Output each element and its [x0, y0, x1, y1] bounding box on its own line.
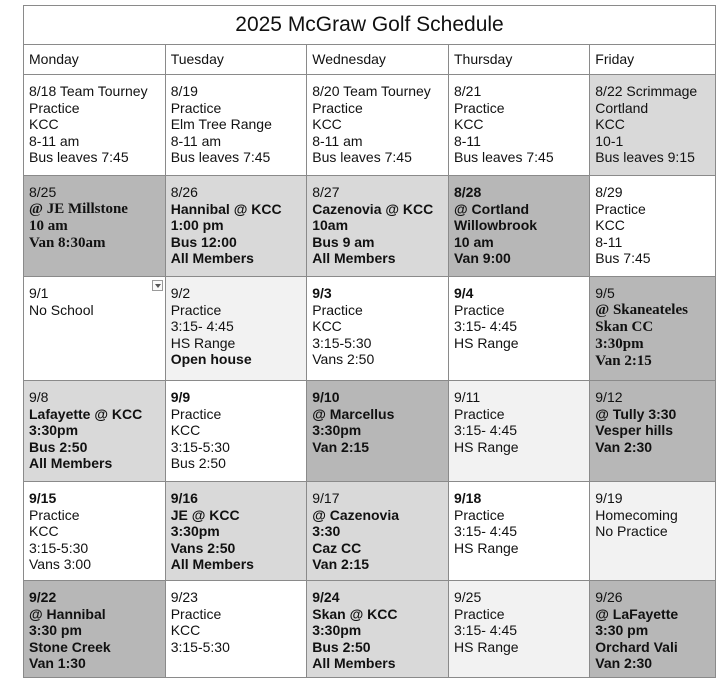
cell-detail-line: Vans 2:50	[312, 351, 375, 367]
cell-date: 8/27	[312, 184, 340, 200]
schedule-cell-friday[interactable]	[590, 75, 716, 176]
cell-detail-line: No Practice	[595, 523, 668, 539]
cell-date: 8/19	[170, 83, 198, 99]
cell-detail-line: 3:30 pm	[29, 622, 82, 638]
cell-detail-line: Practice	[170, 99, 222, 116]
cell-detail-line: Cazenovia @ KCC	[312, 200, 434, 217]
cell-detail-line: 8-11 am	[312, 132, 363, 149]
cell-detail-line: HS Range	[453, 438, 519, 455]
cell-detail-line: Bus leaves 9:15	[595, 149, 695, 165]
week-row	[24, 277, 716, 381]
cell-detail-line: Practice	[453, 506, 505, 523]
cell-detail-line: @ LaFayette	[595, 605, 679, 622]
schedule-cell-wednesday[interactable]	[307, 176, 449, 277]
schedule-cell-tuesday[interactable]	[165, 277, 307, 381]
cell-detail-line: 8-11	[595, 233, 623, 250]
schedule-cell-wednesday[interactable]	[307, 381, 449, 482]
cell-detail-line: 10-1	[595, 132, 624, 149]
schedule-cell-wednesday[interactable]	[307, 75, 449, 176]
schedule-cell-monday[interactable]	[24, 176, 166, 277]
cell-detail-line: Van 9:00	[453, 250, 511, 266]
cell-detail-line: Practice	[453, 605, 505, 622]
cell-detail-line: @ Cortland	[453, 200, 530, 217]
cell-detail-line: 3:15- 4:45	[453, 622, 518, 638]
cell-detail-line: 3:30pm	[29, 422, 79, 438]
cell-date: 9/5	[595, 285, 615, 301]
cell-detail-line: KCC	[595, 116, 625, 132]
cell-date: 9/12	[595, 389, 623, 405]
schedule-cell-friday[interactable]	[590, 381, 716, 482]
schedule-cell-friday[interactable]	[590, 277, 716, 381]
cell-detail-line: @ Marcellus	[312, 405, 395, 422]
cell-detail-line: Open house	[170, 351, 252, 367]
cell-detail-line: KCC	[453, 116, 484, 132]
cell-detail-line: 3:15- 4:45	[170, 318, 234, 334]
cell-detail-line: Orchard Vali	[595, 638, 678, 655]
cell-detail-line: All Members	[29, 455, 113, 471]
cell-date: 9/9	[170, 389, 191, 405]
week-row	[24, 581, 716, 678]
cell-detail-line: Bus 7:45	[595, 250, 651, 266]
cell-date: 9/10	[312, 389, 340, 405]
cell-date: 9/11	[453, 389, 481, 405]
cell-detail-line: Hannibal @ KCC	[170, 200, 282, 217]
cell-detail-line: KCC	[29, 523, 59, 539]
schedule-cell-friday[interactable]	[590, 482, 716, 581]
cell-detail-line: 3:30pm	[312, 422, 362, 438]
cell-date: 8/20 Team Tourney	[312, 83, 431, 99]
cell-detail-line: Practice	[170, 405, 222, 422]
day-header-wednesday: Wednesday	[307, 45, 449, 75]
cell-detail-line: Bus 2:50	[312, 638, 371, 655]
cell-detail-line: Van 2:30	[595, 655, 653, 671]
cell-detail-line: @ Tully 3:30	[595, 405, 677, 422]
schedule-cell-wednesday[interactable]	[307, 581, 449, 678]
schedule-cell-thursday[interactable]	[448, 176, 589, 277]
cell-detail-line: Bus leaves 7:45	[453, 149, 554, 165]
cell-date: 9/26	[595, 589, 623, 605]
cell-detail-line: 3:30pm	[595, 335, 644, 352]
cell-detail-line: Caz CC	[312, 539, 362, 556]
week-row	[24, 381, 716, 482]
cell-detail-line: 10am	[312, 217, 349, 233]
cell-detail-line: @ Skaneateles	[595, 301, 688, 318]
cell-detail-line: 3:15- 4:45	[453, 318, 518, 334]
cell-detail-line: HS Range	[170, 334, 236, 351]
schedule-cell-monday[interactable]	[24, 581, 166, 678]
cell-detail-line: Skan @ KCC	[312, 605, 398, 622]
schedule-cell-monday[interactable]	[24, 381, 166, 482]
cell-detail-line: Practice	[595, 200, 646, 217]
cell-date: 8/18 Team Tourney	[29, 83, 148, 99]
cell-detail-line: Bus leaves 7:45	[312, 149, 412, 165]
schedule-cell-tuesday[interactable]	[165, 482, 307, 581]
cell-detail-line: 8-11	[453, 132, 481, 149]
dropdown-arrow-icon[interactable]	[152, 280, 163, 291]
cell-detail-line: Van 2:30	[595, 438, 653, 455]
cell-detail-line: Practice	[453, 99, 505, 116]
schedule-table	[23, 5, 716, 678]
cell-detail-line: Practice	[312, 301, 363, 318]
cell-detail-line: All Members	[312, 655, 396, 671]
day-header-monday: Monday	[24, 45, 166, 75]
schedule-cell-thursday[interactable]	[448, 381, 589, 482]
cell-detail-line: KCC	[595, 217, 625, 233]
cell-detail-line: @ Hannibal	[29, 605, 106, 622]
cell-detail-line: Practice	[29, 506, 80, 523]
cell-detail-line: Lafayette @ KCC	[29, 405, 143, 422]
schedule-cell-friday[interactable]	[590, 176, 716, 277]
cell-date: 9/23	[170, 589, 198, 605]
cell-detail-line: Van 2:15	[312, 438, 370, 455]
cell-detail-line: Van 1:30	[29, 655, 86, 671]
cell-detail-line: Bus 12:00	[170, 233, 237, 250]
cell-detail-line: Practice	[453, 405, 505, 422]
cell-detail-line: @ JE Millstone	[29, 200, 128, 217]
cell-detail-line: Van 2:15	[312, 556, 370, 572]
cell-detail-line: Van 2:15	[595, 352, 652, 369]
cell-detail-line: 8-11 am	[29, 132, 80, 149]
cell-detail-line: KCC	[170, 622, 201, 638]
cell-detail-line: 3:30 pm	[595, 622, 649, 638]
cell-detail-line: KCC	[29, 116, 59, 132]
cell-detail-line: HS Range	[453, 334, 519, 351]
cell-detail-line: 3:15- 4:45	[453, 523, 518, 539]
cell-detail-line: Bus 9 am	[312, 233, 375, 250]
cell-detail-line: 3:30pm	[312, 622, 362, 638]
cell-date: 9/18	[453, 490, 482, 506]
cell-date: 9/17	[312, 490, 340, 506]
schedule-cell-thursday[interactable]	[448, 75, 589, 176]
week-row	[24, 176, 716, 277]
cell-date: 8/25	[29, 184, 57, 200]
cell-detail-line: HS Range	[453, 539, 519, 556]
cell-detail-line: 3:15-5:30	[312, 334, 372, 351]
schedule-cell-tuesday[interactable]	[165, 75, 307, 176]
cell-date: 9/4	[453, 285, 474, 301]
cell-detail-line: KCC	[312, 318, 342, 334]
cell-date: 8/22 Scrimmage	[595, 83, 698, 99]
week-row	[24, 75, 716, 176]
schedule-cell-monday[interactable]	[24, 277, 166, 381]
cell-detail-line: Vans 3:00	[29, 556, 92, 572]
cell-detail-line: Elm Tree Range	[170, 116, 272, 132]
schedule-cell-thursday[interactable]	[448, 277, 589, 381]
cell-detail-line: Practice	[453, 301, 505, 318]
cell-detail-line: Willowbrook	[453, 217, 538, 233]
schedule-title: 2025 McGraw Golf Schedule	[24, 6, 716, 45]
schedule-cell-thursday[interactable]	[448, 581, 589, 678]
cell-detail-line: Bus leaves 7:45	[29, 149, 129, 165]
cell-detail-line: Practice	[170, 605, 222, 622]
cell-detail-line: Practice	[29, 99, 80, 116]
cell-date: 9/1	[29, 285, 49, 301]
cell-date: 8/29	[595, 184, 623, 200]
schedule-cell-friday[interactable]	[590, 581, 716, 678]
cell-date: 8/28	[453, 184, 482, 200]
cell-detail-line: All Members	[312, 250, 396, 266]
cell-detail-line: 3:15-5:30	[29, 539, 89, 556]
schedule-cell-tuesday[interactable]	[165, 381, 307, 482]
schedule-cell-thursday[interactable]	[448, 482, 589, 581]
schedule-cell-tuesday[interactable]	[165, 176, 307, 277]
cell-detail-line: Skan CC	[595, 318, 654, 335]
cell-detail-line: Vans 2:50	[170, 539, 236, 556]
cell-detail-line: Bus 2:50	[170, 455, 226, 471]
cell-detail-line: All Members	[170, 250, 254, 266]
cell-detail-line: Homecoming	[595, 506, 678, 523]
cell-date: 8/21	[453, 83, 482, 99]
cell-detail-line: Practice	[170, 301, 222, 318]
cell-detail-line: Cortland	[595, 99, 649, 116]
cell-detail-line: 3:30pm	[170, 523, 220, 539]
cell-detail-line: 3:15- 4:45	[453, 422, 518, 438]
cell-detail-line: Vesper hills	[595, 422, 674, 438]
cell-detail-line: Bus leaves 7:45	[170, 149, 271, 165]
cell-detail-line: 3:15-5:30	[170, 438, 230, 455]
cell-detail-line: No School	[29, 301, 94, 318]
week-row	[24, 482, 716, 581]
cell-date: 9/25	[453, 589, 482, 605]
schedule-cell-monday[interactable]	[24, 75, 166, 176]
cell-detail-line: KCC	[170, 422, 201, 438]
schedule-cell-tuesday[interactable]	[165, 581, 307, 678]
cell-detail-line: 3:15-5:30	[170, 638, 230, 655]
cell-date: 9/8	[29, 389, 49, 405]
cell-detail-line: Stone Creek	[29, 638, 111, 655]
cell-detail-line: JE @ KCC	[170, 506, 240, 523]
day-header-thursday: Thursday	[448, 45, 589, 75]
day-header-friday: Friday	[590, 45, 716, 75]
cell-date: 9/2	[170, 285, 191, 301]
cell-date: 9/19	[595, 490, 623, 506]
schedule-cell-monday[interactable]	[24, 482, 166, 581]
cell-detail-line: 3:30	[312, 523, 341, 539]
cell-detail-line: All Members	[170, 556, 254, 572]
cell-date: 8/26	[170, 184, 198, 200]
cell-detail-line: Van 8:30am	[29, 234, 106, 251]
cell-detail-line: 1:00 pm	[170, 217, 224, 233]
cell-date: 9/16	[170, 490, 198, 506]
cell-detail-line: 10 am	[453, 233, 494, 250]
cell-detail-line: @ Cazenovia	[312, 506, 400, 523]
cell-detail-line: 10 am	[29, 217, 68, 234]
schedule-cell-wednesday[interactable]	[307, 482, 449, 581]
schedule-cell-wednesday[interactable]	[307, 277, 449, 381]
cell-detail-line: Bus 2:50	[29, 438, 88, 455]
cell-date: 9/22	[29, 589, 57, 605]
cell-detail-line: HS Range	[453, 638, 519, 655]
day-header-tuesday: Tuesday	[165, 45, 307, 75]
cell-date: 9/24	[312, 589, 340, 605]
cell-date: 9/15	[29, 490, 57, 506]
cell-detail-line: KCC	[312, 116, 342, 132]
cell-detail-line: 8-11 am	[170, 132, 222, 149]
cell-date: 9/3	[312, 285, 332, 301]
cell-detail-line: Practice	[312, 99, 363, 116]
